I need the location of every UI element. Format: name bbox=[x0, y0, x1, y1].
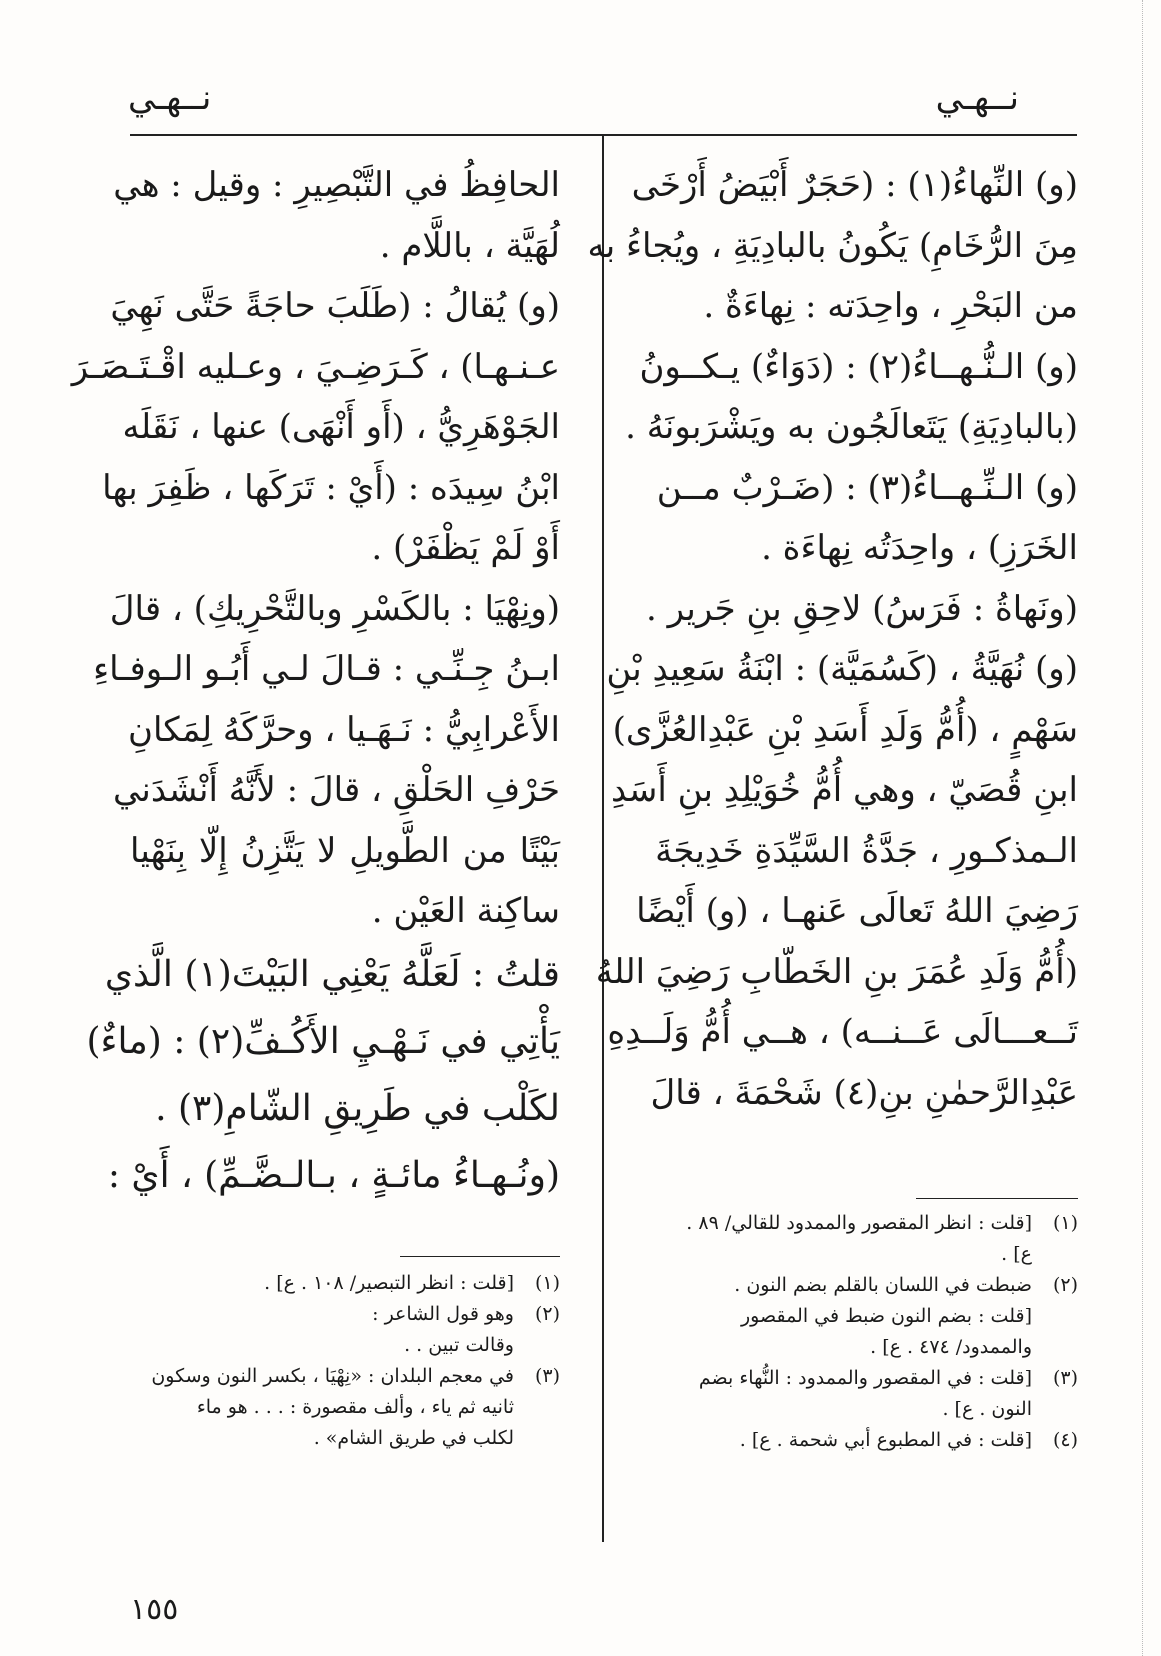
page-number: ١٥٥ bbox=[130, 1592, 179, 1627]
text-line: رَضِيَ اللهُ تَعالَى عَنهـا ، (و) أَيْضًا bbox=[636, 891, 1078, 931]
footnote-line bbox=[130, 1392, 560, 1423]
text-line: أَوْ لَمْ يَظْفَرْ) . bbox=[371, 528, 560, 568]
left-column bbox=[71, 160, 560, 1215]
text-line: عـنـهـا) ، كَـرَضِـيَ ، وعـليه اقْـتَـصَـرَ bbox=[71, 346, 560, 387]
text-line: ابـنُ جِـنِّـي : قـالَ لـي أَبُـو الـوفـاءِ bbox=[93, 649, 560, 689]
footnote-number bbox=[1032, 1394, 1078, 1425]
footnote-text: [قلت : في المطبوع أبي شحمة . ع] . bbox=[739, 1429, 1032, 1451]
footnote-number bbox=[514, 1330, 560, 1361]
text-line: (و) الـنُّـهــاءُ(٢) : (دَوَاءٌ) يـكــونُ bbox=[639, 346, 1078, 387]
text-line: الـمذكـورِ ، جَدَّةُ السَّيِّدَةِ خَدِيجَةَ bbox=[655, 830, 1078, 871]
footnote-number: (٤) bbox=[1052, 1429, 1078, 1451]
footnote-line bbox=[130, 1423, 560, 1454]
text-line: (و) النِّهاءُ(١) : (حَجَرٌ أَبْيَضُ أَرْخَى bbox=[631, 165, 1078, 205]
text-line: (ونُـهـاءُ مائـةٍ ، بـالـضَّـمِّ) ، أَيْ : bbox=[107, 1154, 560, 1196]
text-line: حَرْفِ الحَلْقِ ، قالَ : لأَنَّهُ أَنْشَدَني bbox=[113, 770, 560, 810]
footnotes-left bbox=[130, 1268, 560, 1454]
footnote-number bbox=[1032, 1332, 1078, 1363]
footnote-number: (٢) bbox=[534, 1303, 560, 1325]
column-divider bbox=[602, 134, 604, 1542]
footnote-text: وقالت تبين . . bbox=[404, 1334, 514, 1356]
text-line: (و) نُهَيَّةُ ، (كَسُمَيَّة) : ابْنَةُ سَعِيدِ بْنِ bbox=[606, 649, 1078, 689]
text-line: قلتُ : لَعَلَّهُ يَعْنِي البَيْتَ(١) الَّذي bbox=[104, 953, 560, 995]
right-column bbox=[587, 160, 1078, 1128]
footnote-line bbox=[638, 1332, 1078, 1363]
text-line: سَهْمٍ ، (أُمُّ وَلَدِ أَسَدِ بْنِ عَبْدِالعُزَّى) bbox=[612, 709, 1078, 750]
footnote-text: والممدود/ ٤٧٤ . ع] . bbox=[870, 1336, 1032, 1358]
footnote-number: (١) bbox=[534, 1272, 560, 1294]
footnote-line bbox=[638, 1270, 1078, 1301]
footnote-line bbox=[638, 1301, 1078, 1332]
footnote-number: (٣) bbox=[534, 1365, 560, 1387]
footnote-text: [قلت : انظر المقصور والممدود للقالي/ ٨٩ . bbox=[686, 1212, 1032, 1234]
footnote-text: [قلت : في المقصور والممدود : النُّهاء بضم bbox=[698, 1367, 1032, 1389]
footnote-text: ثانيه ثم ياء ، وألف مقصورة : . . . هو ماء bbox=[196, 1396, 514, 1418]
footnote-line bbox=[638, 1425, 1078, 1456]
footnote-text: لكلب في طريق الشام» . bbox=[313, 1427, 514, 1449]
text-line: تَــعـــالَى عَــنــه) ، هــي أُمُّ وَلَــدِهِ bbox=[607, 1012, 1078, 1052]
running-header-left: نــهـي bbox=[128, 78, 212, 118]
running-header-right: نــهـي bbox=[935, 78, 1019, 118]
text-line: لكَلْب في طَرِيقِ الشّامِ(٣) . bbox=[155, 1087, 560, 1129]
footnotes-right bbox=[638, 1208, 1078, 1456]
footnote-line bbox=[638, 1239, 1078, 1270]
text-line: ابْنُ سِيدَه : (أَيْ : تَرَكَها ، ظَفِرَ بها bbox=[102, 467, 560, 508]
footnote-line bbox=[130, 1299, 560, 1330]
footnote-line bbox=[638, 1208, 1078, 1239]
text-line: (أُمُّ وَلَدِ عُمَرَ بنِ الخَطّابِ رَضِيَ اللهُ bbox=[595, 951, 1078, 992]
footnote-text: ع] . bbox=[1001, 1243, 1032, 1265]
footnote-text: [قلت : انظر التبصير/ ١٠٨ . ع] . bbox=[264, 1272, 514, 1294]
text-line: ابنِ قُصَيّ ، وهي أُمُّ خُوَيْلِدِ بنِ أَسَدِ bbox=[611, 770, 1078, 810]
footnote-number: (٢) bbox=[1052, 1274, 1078, 1296]
text-line: (ونِهْيَا : بالكَسْرِ وبالتَّحْرِيكِ) ، قالَ bbox=[109, 588, 560, 629]
text-line: (و) يُقالُ : (طَلَبَ حاجَةً حَتَّى نَهِيَ bbox=[110, 286, 560, 326]
text-line: (ونَهاةُ : فَرَسُ) لاحِقِ بنِ جَرير . bbox=[646, 588, 1078, 629]
footnote-text: في معجم البلدان : «نِهْيَا ، بكسر النون وسكون bbox=[151, 1365, 514, 1387]
text-line: الأَعْرابِيُّ : نَـهَـيا ، وحرَّكَهُ لِمَكانِ bbox=[127, 709, 560, 750]
footnote-rule-left bbox=[400, 1256, 560, 1257]
footnote-line bbox=[130, 1330, 560, 1361]
footnote-number bbox=[1032, 1301, 1078, 1332]
text-line: عَبْدِالرَّحمٰنِ بنِ(٤) شَحْمَةَ ، قالَ bbox=[650, 1072, 1078, 1113]
footnote-number bbox=[514, 1423, 560, 1454]
footnote-line bbox=[130, 1361, 560, 1392]
text-line: لُهَيَّة ، باللَّام . bbox=[379, 225, 560, 266]
text-line: (و) الـنِّـهــاءُ(٣) : (ضَـرْبٌ مــن bbox=[656, 467, 1078, 508]
text-line: (بالبادِيَةِ) يَتَعالَجُون به ويَشْرَبونَهُ . bbox=[625, 407, 1078, 447]
footnote-line bbox=[130, 1268, 560, 1299]
footnote-number: (٣) bbox=[1052, 1367, 1078, 1389]
text-line: مِنَ الرُّخَامِ) يَكُونُ بالبادِيَةِ ، ويُجاءُ به bbox=[587, 225, 1078, 266]
footnote-number bbox=[514, 1392, 560, 1423]
footnote-text: النون . ع] . bbox=[942, 1398, 1032, 1420]
footnote-text: وهو قول الشاعر : bbox=[372, 1303, 514, 1325]
text-line: بَيْتًا من الطَّويلِ لا يَتَّزِنُ إِلّا بِنَهْيا bbox=[130, 830, 560, 871]
footnote-line bbox=[638, 1363, 1078, 1394]
footnote-number: (١) bbox=[1052, 1212, 1078, 1234]
footnote-line bbox=[638, 1394, 1078, 1425]
text-line: الجَوْهَرِيُّ ، (أَو أَنْهَى) عنها ، نَقَلَه bbox=[122, 407, 560, 447]
text-line: ساكِنة العَيْن . bbox=[371, 891, 560, 931]
scan-edge-dots bbox=[1142, 0, 1143, 1656]
footnote-text: [قلت : بضم النون ضبط في المقصور bbox=[740, 1305, 1032, 1327]
footnote-rule-right bbox=[916, 1198, 1078, 1199]
text-line: من البَحْرِ ، واحِدَته : نِهاءَةٌ . bbox=[703, 286, 1078, 326]
footnote-text: ضبطت في اللسان بالقلم بضم النون . bbox=[734, 1274, 1032, 1296]
text-line: الحافِظُ في التَّبْصِيرِ : وقيل : هي bbox=[113, 165, 560, 205]
footnote-number bbox=[1032, 1239, 1078, 1270]
text-line: يَأْتِي في نَـهْـيِ الأَكُـفِّ(٢) : (ماءٌ) bbox=[86, 1020, 560, 1062]
text-line: الخَرَزِ) ، واحِدَتُه نِهاءَة . bbox=[761, 528, 1078, 568]
